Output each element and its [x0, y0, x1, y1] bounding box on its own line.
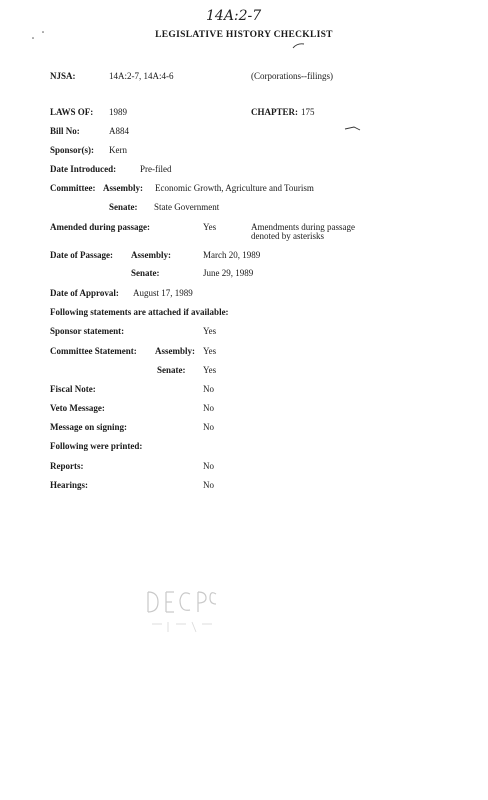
reports-label: Reports:	[50, 461, 84, 471]
committee-senate-label: Senate:	[109, 202, 138, 212]
printed-heading: Following were printed:	[50, 441, 143, 451]
committee-label: Committee:	[50, 183, 96, 193]
date-of-approval-label: Date of Approval:	[50, 288, 119, 298]
bill-no-label: Bill No:	[50, 126, 80, 136]
date-introduced-label: Date Introduced:	[50, 164, 117, 174]
sponsors-label: Sponsor(s):	[50, 145, 95, 155]
date-introduced-value: Pre-filed	[140, 164, 172, 174]
sponsors-value: Kern	[109, 145, 127, 155]
chapter-label: CHAPTER:	[251, 107, 298, 117]
veto-message-value: No	[203, 403, 214, 413]
chapter-value: 175	[301, 107, 315, 117]
bill-no-value: A884	[109, 126, 129, 136]
hearings-label: Hearings:	[50, 480, 88, 490]
laws-of-value: 1989	[109, 107, 127, 117]
amended-value: Yes	[203, 222, 217, 232]
committee-statement-senate-value: Yes	[203, 365, 217, 375]
page-title: LEGISLATIVE HISTORY CHECKLIST	[155, 30, 333, 40]
fiscal-note-value: No	[203, 384, 214, 394]
reports-value: No	[203, 461, 214, 471]
pen-tick-mark	[292, 42, 306, 50]
veto-message-label: Veto Message:	[50, 403, 105, 413]
sponsor-statement-label: Sponsor statement:	[50, 326, 125, 336]
njsa-note: (Corporations--filings)	[251, 71, 333, 81]
passage-assembly-label: Assembly:	[131, 250, 171, 260]
date-of-passage-label: Date of Passage:	[50, 250, 113, 260]
committee-statement-senate-label: Senate:	[157, 365, 186, 375]
date-of-approval-value: August 17, 1989	[133, 288, 193, 298]
committee-statement-assembly-label: Assembly:	[155, 346, 195, 356]
passage-assembly-value: March 20, 1989	[203, 250, 261, 260]
committee-statement-assembly-value: Yes	[203, 346, 217, 356]
committee-assembly-label: Assembly:	[103, 183, 143, 193]
passage-senate-label: Senate:	[131, 268, 160, 278]
njsa-value: 14A:2-7, 14A:4-6	[109, 71, 174, 81]
amended-label: Amended during passage:	[50, 222, 151, 232]
message-on-signing-value: No	[203, 422, 214, 432]
faded-stamp	[140, 578, 230, 640]
sponsor-statement-value: Yes	[203, 326, 217, 336]
njsa-label: NJSA:	[50, 71, 76, 81]
committee-senate-value: State Government	[154, 202, 220, 212]
statements-heading: Following statements are attached if available:	[50, 307, 229, 317]
committee-assembly-value: Economic Growth, Agriculture and Tourism	[155, 183, 314, 193]
fiscal-note-label: Fiscal Note:	[50, 384, 96, 394]
message-on-signing-label: Message on signing:	[50, 422, 128, 432]
amended-note-line2: denoted by asterisks	[251, 231, 324, 241]
passage-senate-value: June 29, 1989	[203, 268, 254, 278]
amended-note-line1: Amendments during passage	[251, 222, 355, 232]
laws-of-label: LAWS OF:	[50, 107, 94, 117]
pen-dash-mark	[344, 124, 362, 132]
handwritten-number: 14A:2-7	[206, 8, 262, 24]
hearings-value: No	[203, 480, 214, 490]
committee-statement-label: Committee Statement:	[50, 346, 137, 356]
